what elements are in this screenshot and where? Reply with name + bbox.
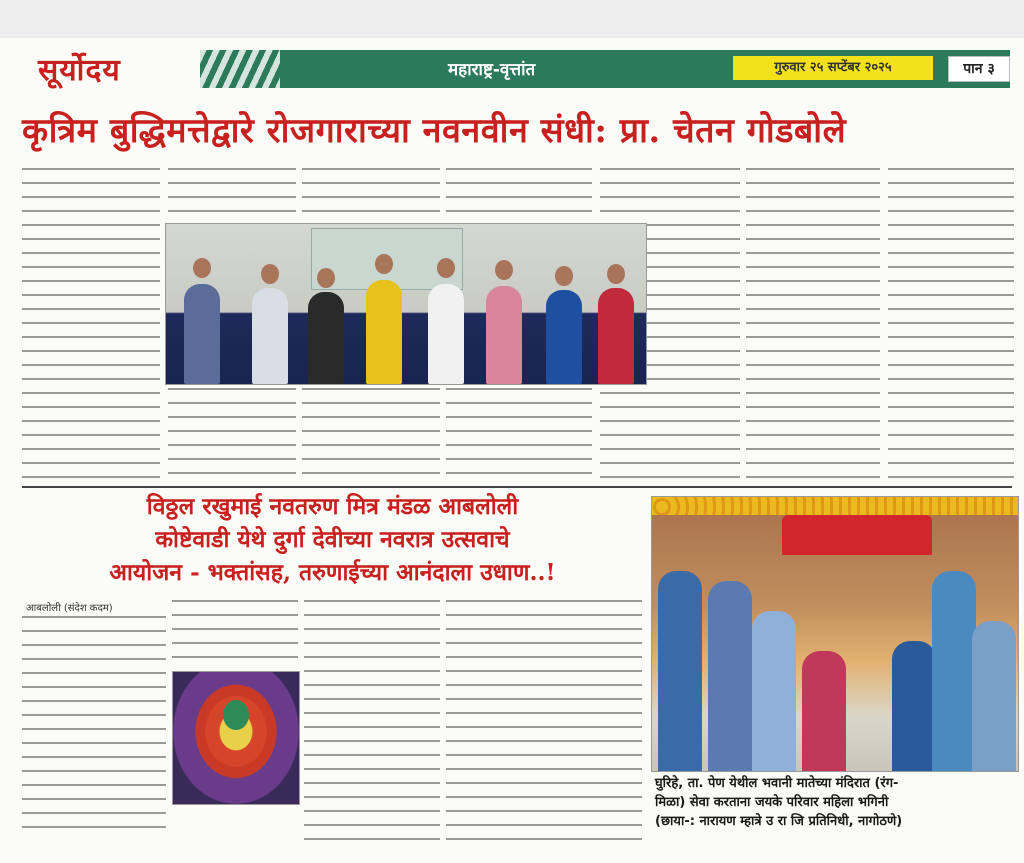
page-number: पान ३: [948, 56, 1010, 82]
flower-garland: [652, 497, 1018, 515]
article1-col-6: [746, 168, 880, 478]
article1-col-3b: [302, 388, 440, 478]
article1-col-2: [168, 168, 296, 218]
caption-line-2: मिळा) सेवा करताना जयके परिवार महिला भगिनी: [655, 795, 889, 810]
newspaper-page: [0, 38, 1024, 863]
red-canopy: [782, 515, 932, 555]
group-photo: [165, 223, 647, 385]
article2-col-4: [446, 600, 642, 840]
article1-col-2b: [168, 388, 296, 478]
article2-col-1: [22, 616, 166, 840]
issue-date: गुरुवार २५ सप्टेंबर २०२५: [733, 56, 933, 80]
masthead: [28, 46, 1018, 90]
temple-photo: [651, 496, 1019, 772]
article1-col-4b: [446, 388, 592, 478]
article2-headline-line-2: कोष्टेवाडी येथे दुर्गा देवीच्या नवरात्र उत्सवाचे: [155, 526, 510, 553]
article2-headline-line-3: आयोजन - भक्तांसह, तरुणाईच्या आनंदाला उधाण..!: [109, 559, 556, 586]
article2-col-3: [304, 600, 440, 840]
article1-col-4: [446, 168, 592, 218]
article2-col-2: [172, 600, 298, 666]
caption-line-1: घुरिहे, ता. पेण येथील भवानी मातेच्या मंदिरात (रंग-: [655, 776, 899, 791]
article2-headline-line-1: विठ्ठल रखुमाई नवतरुण मित्र मंडळ आबलोली: [146, 493, 519, 520]
photo-caption: [655, 774, 1015, 831]
newspaper-logo: सूर्योदय: [38, 53, 121, 88]
goddess-idol-photo: [172, 671, 300, 805]
article1-col-1: [22, 168, 160, 478]
idol-face: [223, 700, 249, 730]
viewer-top-bar: [0, 0, 1024, 39]
article1-col-3: [302, 168, 440, 218]
caption-line-3: (छाया-: नारायण म्हात्रे उ रा जि प्रतिनिधी, नागोठणे): [655, 814, 903, 829]
main-headline: कृत्रिम बुद्धिमत्तेद्वारे रोजगाराच्या नवनवीन संधी: प्रा. चेतन गोडबोले: [22, 111, 847, 151]
band-stripes: [200, 50, 280, 88]
article2-headline: [20, 490, 645, 589]
section-title: महाराष्ट्र-वृत्तांत: [448, 60, 536, 80]
article1-col-7: [888, 168, 1014, 478]
article2-dateline: आबलोली (संदेश कदम): [26, 603, 113, 614]
section-divider: [22, 486, 1012, 488]
